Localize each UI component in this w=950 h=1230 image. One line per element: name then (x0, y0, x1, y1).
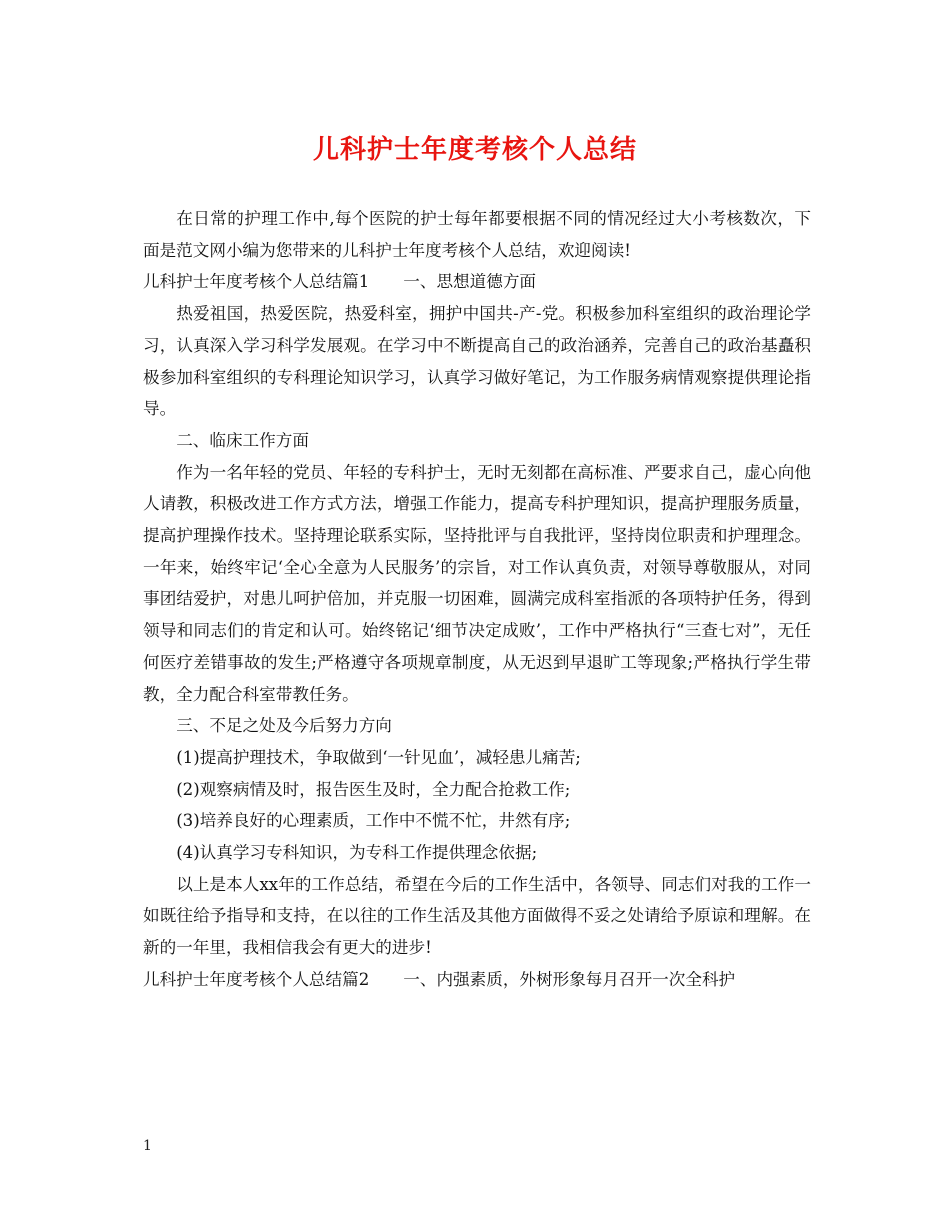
section-heading-left: 儿科护士年度考核个人总结篇2 (143, 969, 370, 989)
paragraph-clinical: 作为一名年轻的党员、年轻的专科护士，无时无刻都在高标准、严要求自己，虚心向他人请教，积极改进工作方式方法，增强工作能力，提高专科护理知识，提高护理服务质量，提高护理操作技术。坚持理论联系实际，坚持批评与自我批评，坚持岗位职责和护理理念。一年来，始终牢记‘全心全意为人民服务’的宗旨，对工作认真负责，对领导尊敬服从，对同事团结爱护，对患儿呵护倍加，并克服一切困难，圆满完成科室指派的各项特护任务，得到领导和同志们的肯定和认可。始终铭记‘细节决定成败’，工作中严格执行“三查七对”，无任何医疗差错事故的发生;严格遵守各项规章制度，从无迟到早退旷工等现象;严格执行学生带教，全力配合科室带教任务。 (143, 462, 811, 704)
document-title: 儿科护士年度考核个人总结 (312, 135, 637, 165)
section-heading-right: 一、思想道德方面 (403, 272, 537, 292)
list-item-2: (2)观察病情及时，报告医生及时，全力配合抢救工作; (176, 779, 571, 799)
paragraph-intro: 在日常的护理工作中,每个医院的护士每年都要根据不同的情况经过大小考核数次，下面是范文网小编为您带来的儿科护士年度考核个人总结，欢迎阅读! (143, 209, 811, 260)
section-heading-right: 一、内强素质，外树形象每月召开一次全科护 (403, 969, 736, 989)
list-item-4: (4)认真学习专科知识，为专科工作提供理念依据; (176, 843, 538, 863)
document-body (143, 203, 811, 996)
paragraph-conclusion: 以上是本人xx年的工作总结，希望在今后的工作生活中，各领导、同志们对我的工作一如既往给予指导和支持，在以往的工作生活及其他方面做得不妥之处请给予原谅和理解。在新的一年里，我相信我会有更大的进步! (143, 874, 811, 958)
page-number: 1 (143, 1138, 152, 1154)
list-item-1: (1)提高护理技术，争取做到‘一针见血’，减轻患儿痛苦; (176, 747, 581, 767)
section-heading-1 (143, 266, 811, 298)
subheading-clinical: 二、临床工作方面 (176, 430, 309, 450)
paragraph-ideology: 热爱祖国，热爱医院，热爱科室，拥护中国共-产-党。积极参加科室组织的政治理论学习，认真深入学习科学发展观。在学习中不断提高自己的政治涵养，完善自己的政治基矗积极参加科室组织的专科理论知识学习，认真学习做好笔记，为工作服务病情观察提供理论指导。 (143, 304, 811, 419)
section-heading-2 (143, 964, 811, 996)
list-item-3: (3)培养良好的心理素质，工作中不慌不忙，井然有序; (176, 811, 571, 831)
subheading-improvement: 三、不足之处及今后努力方向 (176, 716, 392, 736)
section-heading-left: 儿科护士年度考核个人总结篇1 (143, 272, 370, 292)
